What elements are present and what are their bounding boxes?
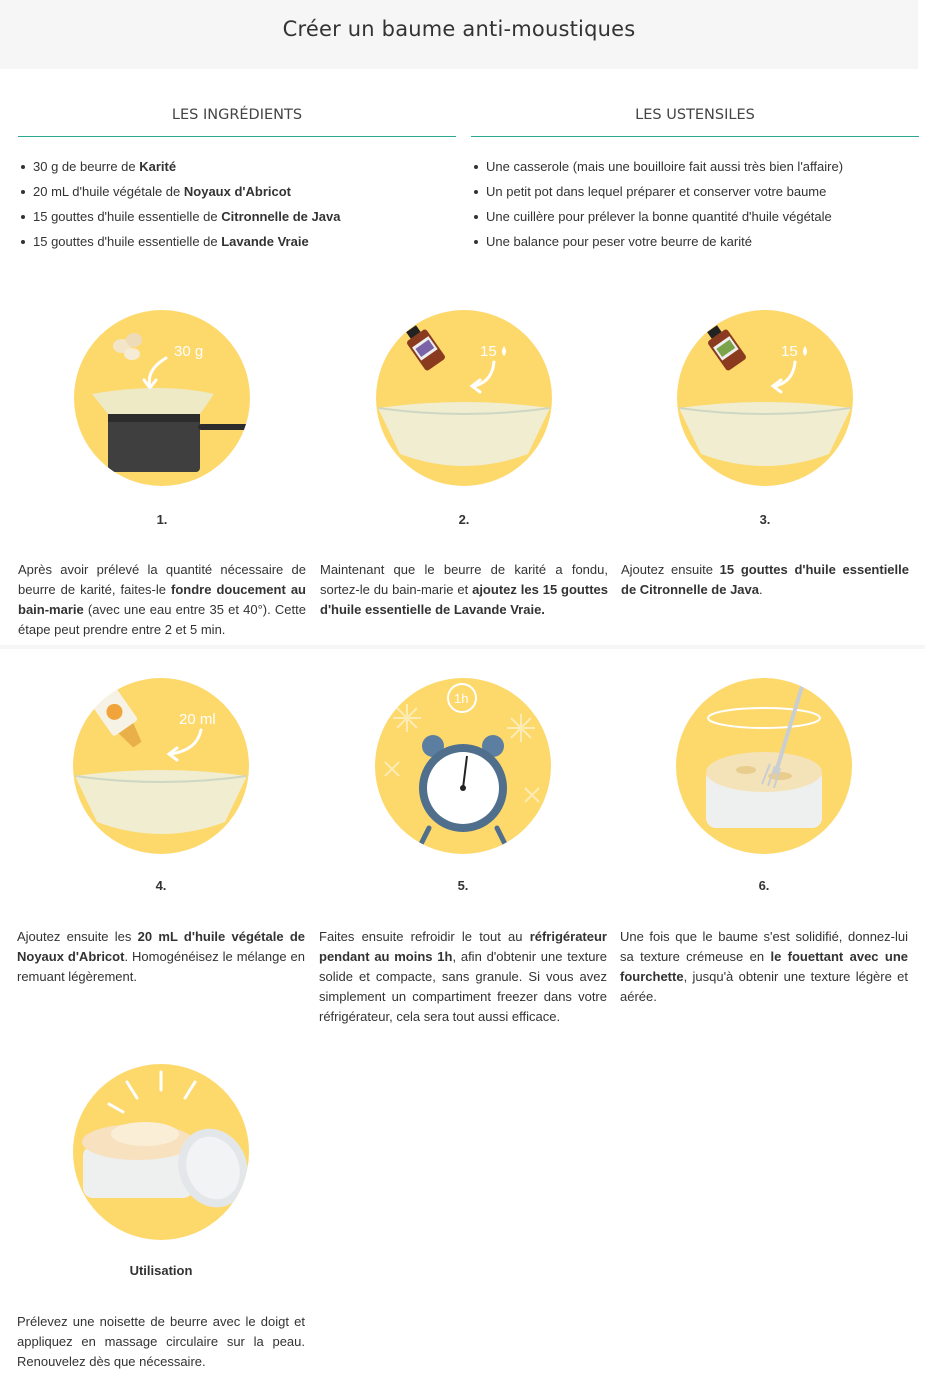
step-2-number: 2. [458, 512, 470, 527]
utensil-item: Une casserole (mais une bouilloire fait aussi très bien l'affaire) [471, 154, 843, 179]
step-1-number: 1. [156, 512, 168, 527]
utensils-divider [471, 136, 919, 137]
step-6-number: 6. [758, 878, 770, 893]
ingredient-item: 15 gouttes d'huile essentielle de Lavande Vraie [18, 229, 340, 254]
step-4-number: 4. [155, 878, 167, 893]
usage-illustration [73, 1064, 249, 1240]
step-3-quantity: 15 [781, 343, 798, 360]
step-1-description: Après avoir prélevé la quantité nécessaire de beurre de karité, faites-le fondre doucement au bain-marie (avec une eau entre 35 et 40°). Cette étape peut prendre entre 2 et 5 min. [18, 562, 306, 637]
step-5-illustration [375, 678, 551, 854]
step-3 [621, 310, 909, 640]
section-separator [0, 645, 925, 649]
step-4-illustration [73, 678, 249, 854]
ingredient-item: 30 g de beurre de Karité [18, 154, 340, 179]
saucepan-icon [74, 310, 250, 486]
whisk-fork-jar-icon [676, 678, 852, 854]
lemongrass-bottle-icon [677, 310, 853, 486]
usage-step [17, 1064, 305, 1380]
step-3-illustration [677, 310, 853, 486]
lavender-bottle-icon [376, 310, 552, 486]
step-5-description: Faites ensuite refroidir le tout au réfrigérateur pendant au moins 1h, afin d'obtenir une texture solide et compacte, sans granule. Si vous avez simplement un compartiment freezer dans votre réfrigérateur, cela sera tout aussi efficace. [319, 929, 607, 1024]
step-1 [18, 310, 306, 640]
step-6-description: Une fois que le baume s'est solidifié, donnez-lui sa texture crémeuse en le fouettant avec une fourchette, jusqu'à obtenir une texture légère et aérée. [620, 929, 908, 1004]
step-6-illustration [676, 678, 852, 854]
step-5-duration: 1h [454, 691, 469, 706]
step-4-quantity: 20 ml [179, 711, 216, 728]
step-3-number: 3. [759, 512, 771, 527]
ingredient-item: 15 gouttes d'huile essentielle de Citronnelle de Java [18, 204, 340, 229]
step-4-description: Ajoutez ensuite les 20 mL d'huile végétale de Noyaux d'Abricot. Homogénéisez le mélange en remuant légèrement. [17, 929, 305, 984]
usage-heading: Utilisation [129, 1263, 193, 1278]
utensils-heading-label: LES USTENSILES [635, 107, 755, 123]
step-5-number: 5. [457, 878, 469, 893]
step-2-description: Maintenant que le beurre de karité a fondu, sortez-le du bain-marie et ajoutez les 15 gouttes d'huile essentielle de Lavande Vraie. [320, 562, 608, 617]
step-2-quantity: 15 [480, 343, 497, 360]
alarm-clock-icon [375, 678, 551, 854]
step-2 [320, 310, 608, 640]
open-balm-jar-icon [73, 1064, 249, 1240]
step-1-illustration [74, 310, 250, 486]
utensil-item: Une balance pour peser votre beurre de karité [471, 229, 843, 254]
apricot-oil-bottle-icon [73, 678, 249, 854]
utensils-heading [471, 107, 919, 123]
page-header [0, 0, 918, 69]
utensil-item: Un petit pot dans lequel préparer et conserver votre baume [471, 179, 843, 204]
step-3-description: Ajoutez ensuite 15 gouttes d'huile essentielle de Citronnelle de Java. [621, 562, 909, 597]
ingredients-heading-label: LES INGRÉDIENTS [171, 107, 303, 123]
step-1-quantity: 30 g [174, 343, 204, 360]
ingredients-heading [18, 107, 456, 123]
utensil-item: Une cuillère pour prélever la bonne quantité d'huile végétale [471, 204, 843, 229]
utensils-list [471, 154, 843, 254]
page-title: Créer un baume anti-moustiques [282, 17, 636, 41]
step-6 [620, 678, 908, 1028]
usage-description: Prélevez une noisette de beurre avec le doigt et appliquez en massage circulaire sur la peau. Renouvelez dès que nécessaire. [17, 1314, 305, 1369]
step-5 [319, 678, 607, 1028]
step-2-illustration [376, 310, 552, 486]
ingredients-divider [18, 136, 456, 137]
ingredient-item: 20 mL d'huile végétale de Noyaux d'Abricot [18, 179, 340, 204]
ingredients-list [18, 154, 340, 254]
step-4 [17, 678, 305, 1028]
